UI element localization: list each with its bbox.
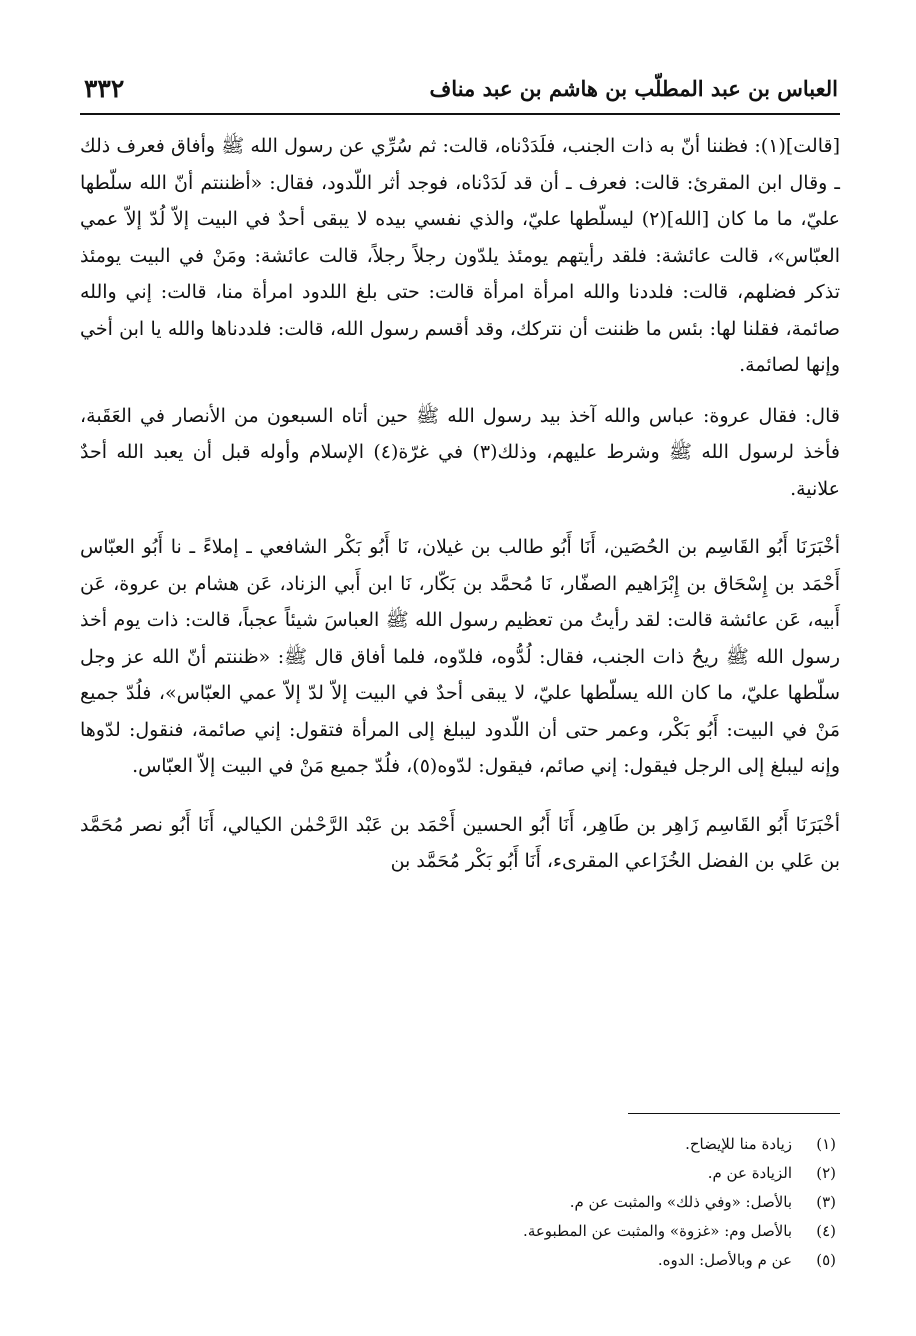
paragraph-2: قال: فقال عروة: عباس والله آخذ بيد رسول الله ﷺ حين أتاه السبعون من الأنصار في العَقَبة، فأخذ لرسول الله ﷺ وشرط عليهم، وذلك(٣) في غرّة(٤) الإسلام وأوله قبل أن يعبد الله أحدٌ علانية. (80, 404, 840, 500)
footnote-number: (٤) (816, 1222, 836, 1240)
footnote-item (80, 1159, 836, 1188)
page-number: ٣٣٢ (84, 73, 125, 103)
footnotes (80, 1130, 836, 1275)
footnote-item (80, 1130, 836, 1159)
body-text (80, 128, 840, 880)
footnote-number: (٥) (816, 1251, 836, 1269)
footnote-text: بالأصل: «وفي ذلك» والمثبت عن م. (569, 1193, 792, 1211)
footnote-text: الزيادة عن م. (707, 1164, 792, 1182)
footnote-item (80, 1217, 836, 1246)
footnote-number: (١) (816, 1135, 836, 1153)
footnote-item (80, 1188, 836, 1217)
paragraph-1: [قالت](١): فظننا أنّ به ذات الجنب، فلَدَدْناه، قالت: ثم سُرِّي عن رسول الله ﷺ وأفاق فعرف ذلك ـ وقال ابن المقرئ: قالت: فعرف ـ أن قد لَدَدْناه، فوجد أثر اللّدود، فقال: «أظننتم أنّ الله سلّطها عليّ، ما ما كان [الله](٢) ليسلّطها عليّ، والذي نفسي بيده لا يبقى أحدٌ في البيت إلاّ لُدّ إلاّ عمي العبّاس»، قالت عائشة: فلقد رأيتهم يومئذ يلدّون رجلاً رجلاً، قالت عائشة: ومَنْ في البيت يومئذ تذكر فضلهم، قالت: فلددنا والله امرأة امرأة قالت: حتى بلغ اللدود امرأة منا، قالت: إني والله صائمة، فقلنا لها: بئس ما ظننت أن نتركك، وقد أقسم رسول الله، قالت: فلددناها والله يا ابن أخي وإنها لصائمة. (80, 135, 840, 376)
footnote-text: بالأصل وم: «غزوة» والمثبت عن المطبوعة. (523, 1222, 792, 1240)
footnote-item (80, 1246, 836, 1275)
paragraph-4: أخْبَرَنَا أَبُو القَاسِم زَاهِر بن طَاهِر، أَنَا أَبُو الحسين أَحْمَد بن عَبْد الرَّحْمٰن الكيالي، أَنَا أَبُو نصر مُحَمَّد بن عَلي بن الفضل الخُزَاعي المقرىء، أَنَا أَبُو بَكْر مُحَمَّد بن (80, 813, 840, 872)
running-title: العباس بن عبد المطلّب بن هاشم بن عبد مناف (429, 75, 838, 101)
footnote-number: (٣) (816, 1193, 836, 1211)
header-rule (80, 113, 840, 115)
page-header (84, 68, 838, 108)
footnote-number: (٢) (816, 1164, 836, 1182)
footnote-text: زيادة منا للإيضاح. (685, 1135, 792, 1153)
footnote-text: عن م وبالأصل: الدوه. (657, 1251, 792, 1269)
footnote-rule (628, 1113, 840, 1114)
paragraph-3: أخْبَرَنَا أَبُو القَاسِم بن الحُصَين، أَنَا أَبُو طالب بن غيلان، نَا أَبُو بَكْر الشافعي ـ إملاءً ـ نا أَبُو العبّاس أَحْمَد بن إِسْحَاق بن إِبْرَاهيم الصفّار، نَا مُحمَّد بن بَكّار، نَا ابن أَبي الزناد، عَن هشام بن عروة، عَن أَبيه، عَن عائشة قالت: لقد رأيتُ من تعظيم رسول الله ﷺ العباسَ شيئاً عجباً، قالت: ذات يوم أخذ رسول الله ﷺ ريحُ ذات الجنب، فقال: لُدُّوه، فلدّوه، فلما أفاق قال ﷺ: «ظننتم أنّ الله عز وجل سلّطها عليّ، ما كان الله يسلّطها عليّ، لا يبقى أحدٌ في البيت إلاّ لدّ إلاّ عمي العبّاس»، فلُدّ جميع مَنْ في البيت: أَبُو بَكْر، وعمر حتى أن اللّدود ليبلغ إلى المرأة فتقول: إني صائمة، فنقول: لدّوها وإنه ليبلغ إلى الرجل فيقول: إني صائم، فيقول: لدّوه(٥)، فلُدّ جميع مَنْ في البيت إلاّ العبّاس. (80, 536, 840, 777)
